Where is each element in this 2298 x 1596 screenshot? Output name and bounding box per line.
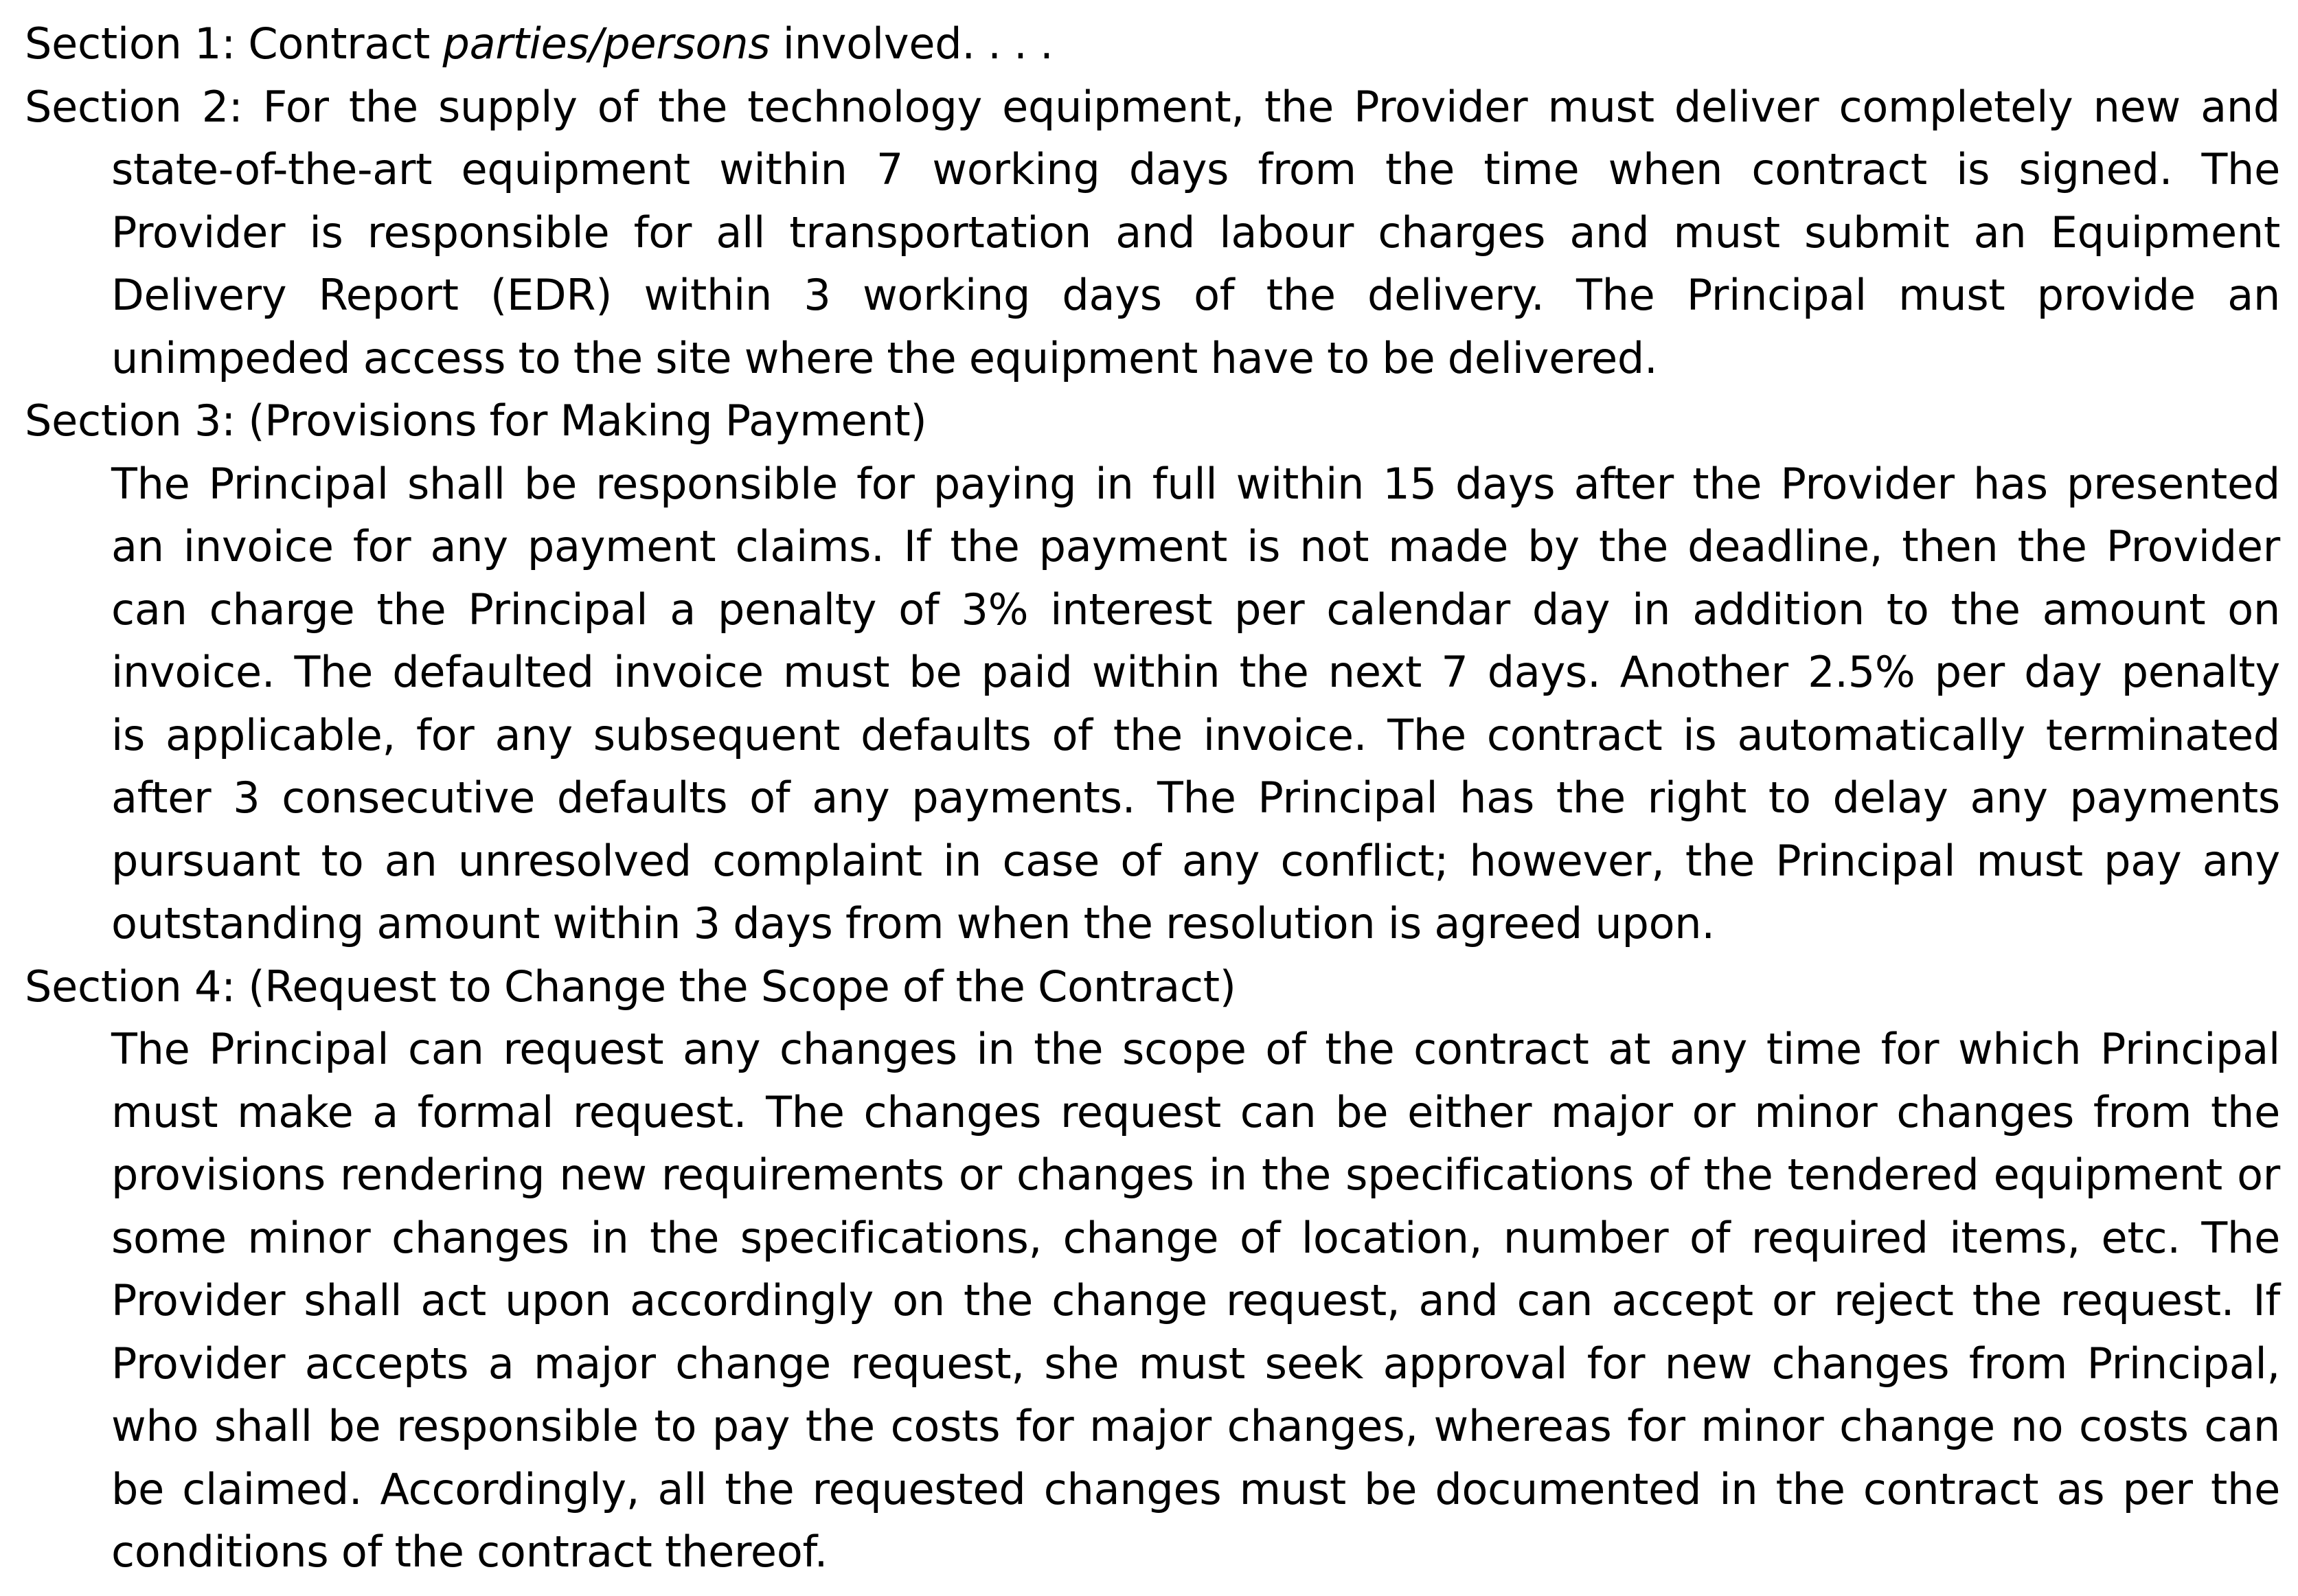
section-1-emphasis: parties/persons: [442, 19, 771, 69]
section-4-line: Provider shall act upon accordingly on the change request, and can accept or reject the request. If: [111, 1275, 2280, 1325]
section-2-line: Provider is responsible for all transportation and labour charges and must submit an Equipment: [111, 207, 2280, 258]
section-3-line: after 3 consecutive defaults of any payments. The Principal has the right to delay any payments: [111, 773, 2280, 823]
section-4: [25, 955, 2280, 1584]
contract-text: [25, 12, 2280, 1584]
section-4-line: Provider accepts a major change request, she must seek approval for new changes from Principal,: [111, 1338, 2280, 1389]
section-4-line: The Principal can request any changes in the scope of the contract at any time for which Principal: [111, 1024, 2280, 1074]
section-4-line: must make a formal request. The changes request can be either major or minor changes from the: [111, 1086, 2280, 1137]
section-2-line: state-of-the-art equipment within 7 working days from the time when contract is signed. The: [111, 144, 2280, 194]
section-1-line: [25, 12, 2280, 76]
section-2: [25, 76, 2280, 390]
section-1: [25, 12, 2280, 76]
section-4-line: provisions rendering new requirements or changes in the specifications of the tendered equipment or: [111, 1150, 2280, 1200]
section-3-line: is applicable, for any subsequent defaults of the invoice. The contract is automatically terminated: [111, 709, 2280, 760]
section-1-pre: Section 1: Contract: [25, 19, 443, 69]
section-2-line: Delivery Report (EDR) within 3 working days of the delivery. The Principal must provide an: [111, 270, 2280, 320]
section-2-line: unimpeded access to the site where the equipment have to be delivered.: [111, 332, 1658, 383]
section-4-line: who shall be responsible to pay the costs for major changes, whereas for minor change no costs can: [111, 1401, 2280, 1451]
section-3-line: pursuant to an unresolved complaint in case of any conflict; however, the Principal must pay any: [111, 835, 2280, 886]
section-4-heading: Section 4: (Request to Change the Scope of the Contract): [25, 961, 1236, 1012]
section-3-heading: Section 3: (Provisions for Making Payment): [25, 396, 927, 446]
section-3: [25, 389, 2280, 955]
section-1-post: involved. . . .: [770, 19, 1054, 69]
section-2-heading-line: Section 2: For the supply of the technology equipment, the Provider must deliver completely new and: [25, 81, 2280, 132]
section-3-line: invoice. The defaulted invoice must be paid within the next 7 days. Another 2.5% per day penalty: [111, 647, 2280, 697]
section-4-line: some minor changes in the specifications, change of location, number of required items, etc. The: [111, 1212, 2280, 1263]
section-4-line: conditions of the contract thereof.: [111, 1527, 828, 1577]
section-4-line: be claimed. Accordingly, all the requested changes must be documented in the contract as per the: [111, 1463, 2280, 1514]
section-3-line: outstanding amount within 3 days from when the resolution is agreed upon.: [111, 898, 1715, 948]
section-3-line: The Principal shall be responsible for paying in full within 15 days after the Provider has presented: [111, 458, 2280, 509]
section-3-line: an invoice for any payment claims. If the payment is not made by the deadline, then the Provider: [111, 521, 2280, 571]
section-3-line: can charge the Principal a penalty of 3% interest per calendar day in addition to the amount on: [111, 584, 2280, 635]
